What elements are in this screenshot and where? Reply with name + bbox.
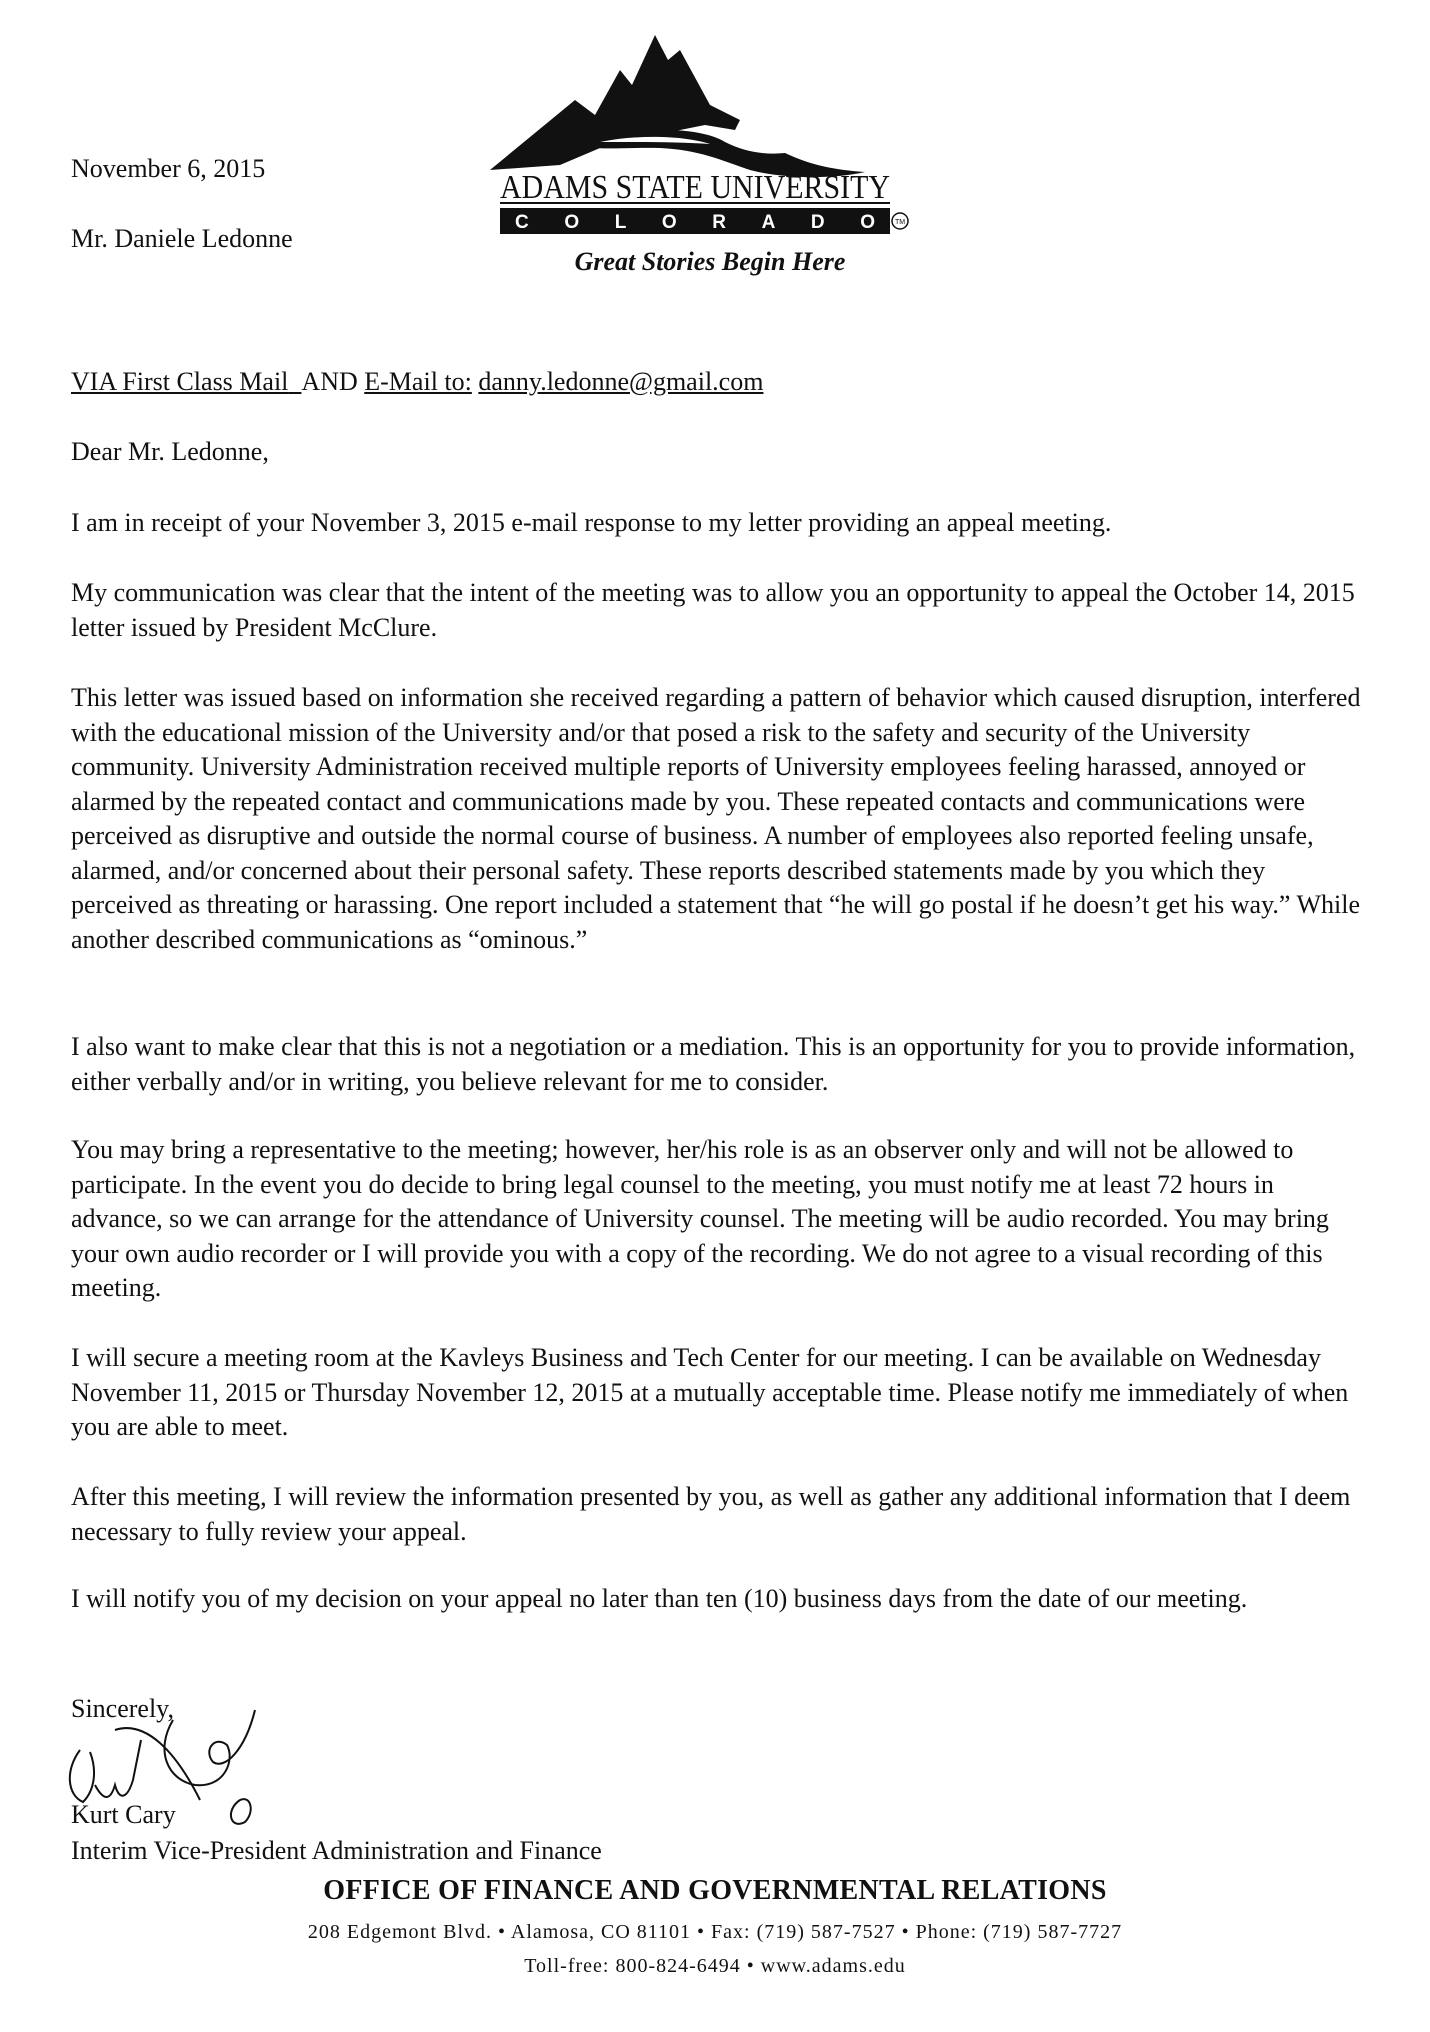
body-paragraph-2: My communication was clear that the intent of the meeting was to allow you an opportunity to appeal the October 14, 2015 letter issued by President McClure. <box>71 578 1355 642</box>
logo-tagline: Great Stories Begin Here <box>574 247 846 276</box>
delivery-and: AND <box>301 367 358 396</box>
office-name: OFFICE OF FINANCE AND GOVERNMENTAL RELATIONS <box>323 1875 1107 1906</box>
body-paragraph-4: I also want to make clear that this is not a negotiation or a mediation. This is an opportunity for you to provide information, either verbally and/or in writing, you believe relevant for me to consider. <box>71 1032 1356 1096</box>
logo-university-name: ADAMS STATE UNIVERSITY <box>500 169 890 206</box>
body-paragraph-3: This letter was issued based on information she received regarding a pattern of behavior which caused disruption, interfered with the educational mission of the University and/or that posed a risk to the safety and security of the University community. University Administration received multiple reports of University employees feeling harassed, annoyed or alarmed by the repeated contact and communications made by you. These repeated contacts and communications were perceived as disruptive and outside the normal course of business. A number of employees also reported feeling unsafe, alarmed, and/or concerned about their personal safety. These reports described statements made by you which they perceived as threating or harassing. One report included a statement that “he will go postal if he doesn’t get his way.” While another described communications as “ominous.” <box>71 683 1361 954</box>
sign-off: Sincerely, <box>71 1694 174 1723</box>
letter-date: November 6, 2015 <box>71 154 266 183</box>
delivery-method: VIA First Class Mail <box>71 367 289 396</box>
adams-state-university-logo <box>480 30 910 280</box>
trademark-label: TM <box>894 219 906 226</box>
mountain-logo-graphic <box>480 30 910 280</box>
salutation: Dear Mr. Ledonne, <box>71 437 269 466</box>
body-paragraph-1: I am in receipt of your November 3, 2015 e-mail response to my letter providing an appeal meeting. <box>71 508 1112 537</box>
email-label: E-Mail to: <box>364 367 472 396</box>
delivery-line <box>71 365 763 399</box>
office-address: 208 Edgemont Blvd. • Alamosa, CO 81101 • Fax: (719) 587-7527 • Phone: (719) 587-7727 <box>307 1921 1123 1943</box>
signer-title: Interim Vice-President Administration and Finance <box>71 1836 602 1865</box>
body-paragraph-7: After this meeting, I will review the information presented by you, as well as gather any additional information that I deem necessary to fully review your appeal. <box>71 1482 1351 1546</box>
recipient-name: Mr. Daniele Ledonne <box>71 224 293 253</box>
logo-state-bar: COLORADO <box>515 212 875 233</box>
body-paragraph-5: You may bring a representative to the meeting; however, her/his role is as an observer only and will not be allowed to participate. In the event you do decide to bring legal counsel to the meeting, you must notify me at least 72 hours in advance, so we can arrange for the attendance of University counsel. The meeting will be audio recorded. You may bring your own audio recorder or I will provide you with a copy of the recording. We do not agree to a visual recording of this meeting. <box>71 1135 1329 1302</box>
email-link[interactable]: danny.ledonne@gmail.com <box>478 367 764 396</box>
body-paragraph-8: I will notify you of my decision on your appeal no later than ten (10) business days from the date of our meeting. <box>71 1584 1248 1613</box>
office-contact: Toll-free: 800-824-6494 • www.adams.edu <box>524 1955 906 1977</box>
signer-name: Kurt Cary <box>71 1800 176 1829</box>
body-paragraph-6: I will secure a meeting room at the Kavleys Business and Tech Center for our meeting. I can be available on Wednesday November 11, 2015 or Thursday November 12, 2015 at a mutually acceptable time. Please notify me immediately of when you are able to meet. <box>71 1343 1349 1441</box>
